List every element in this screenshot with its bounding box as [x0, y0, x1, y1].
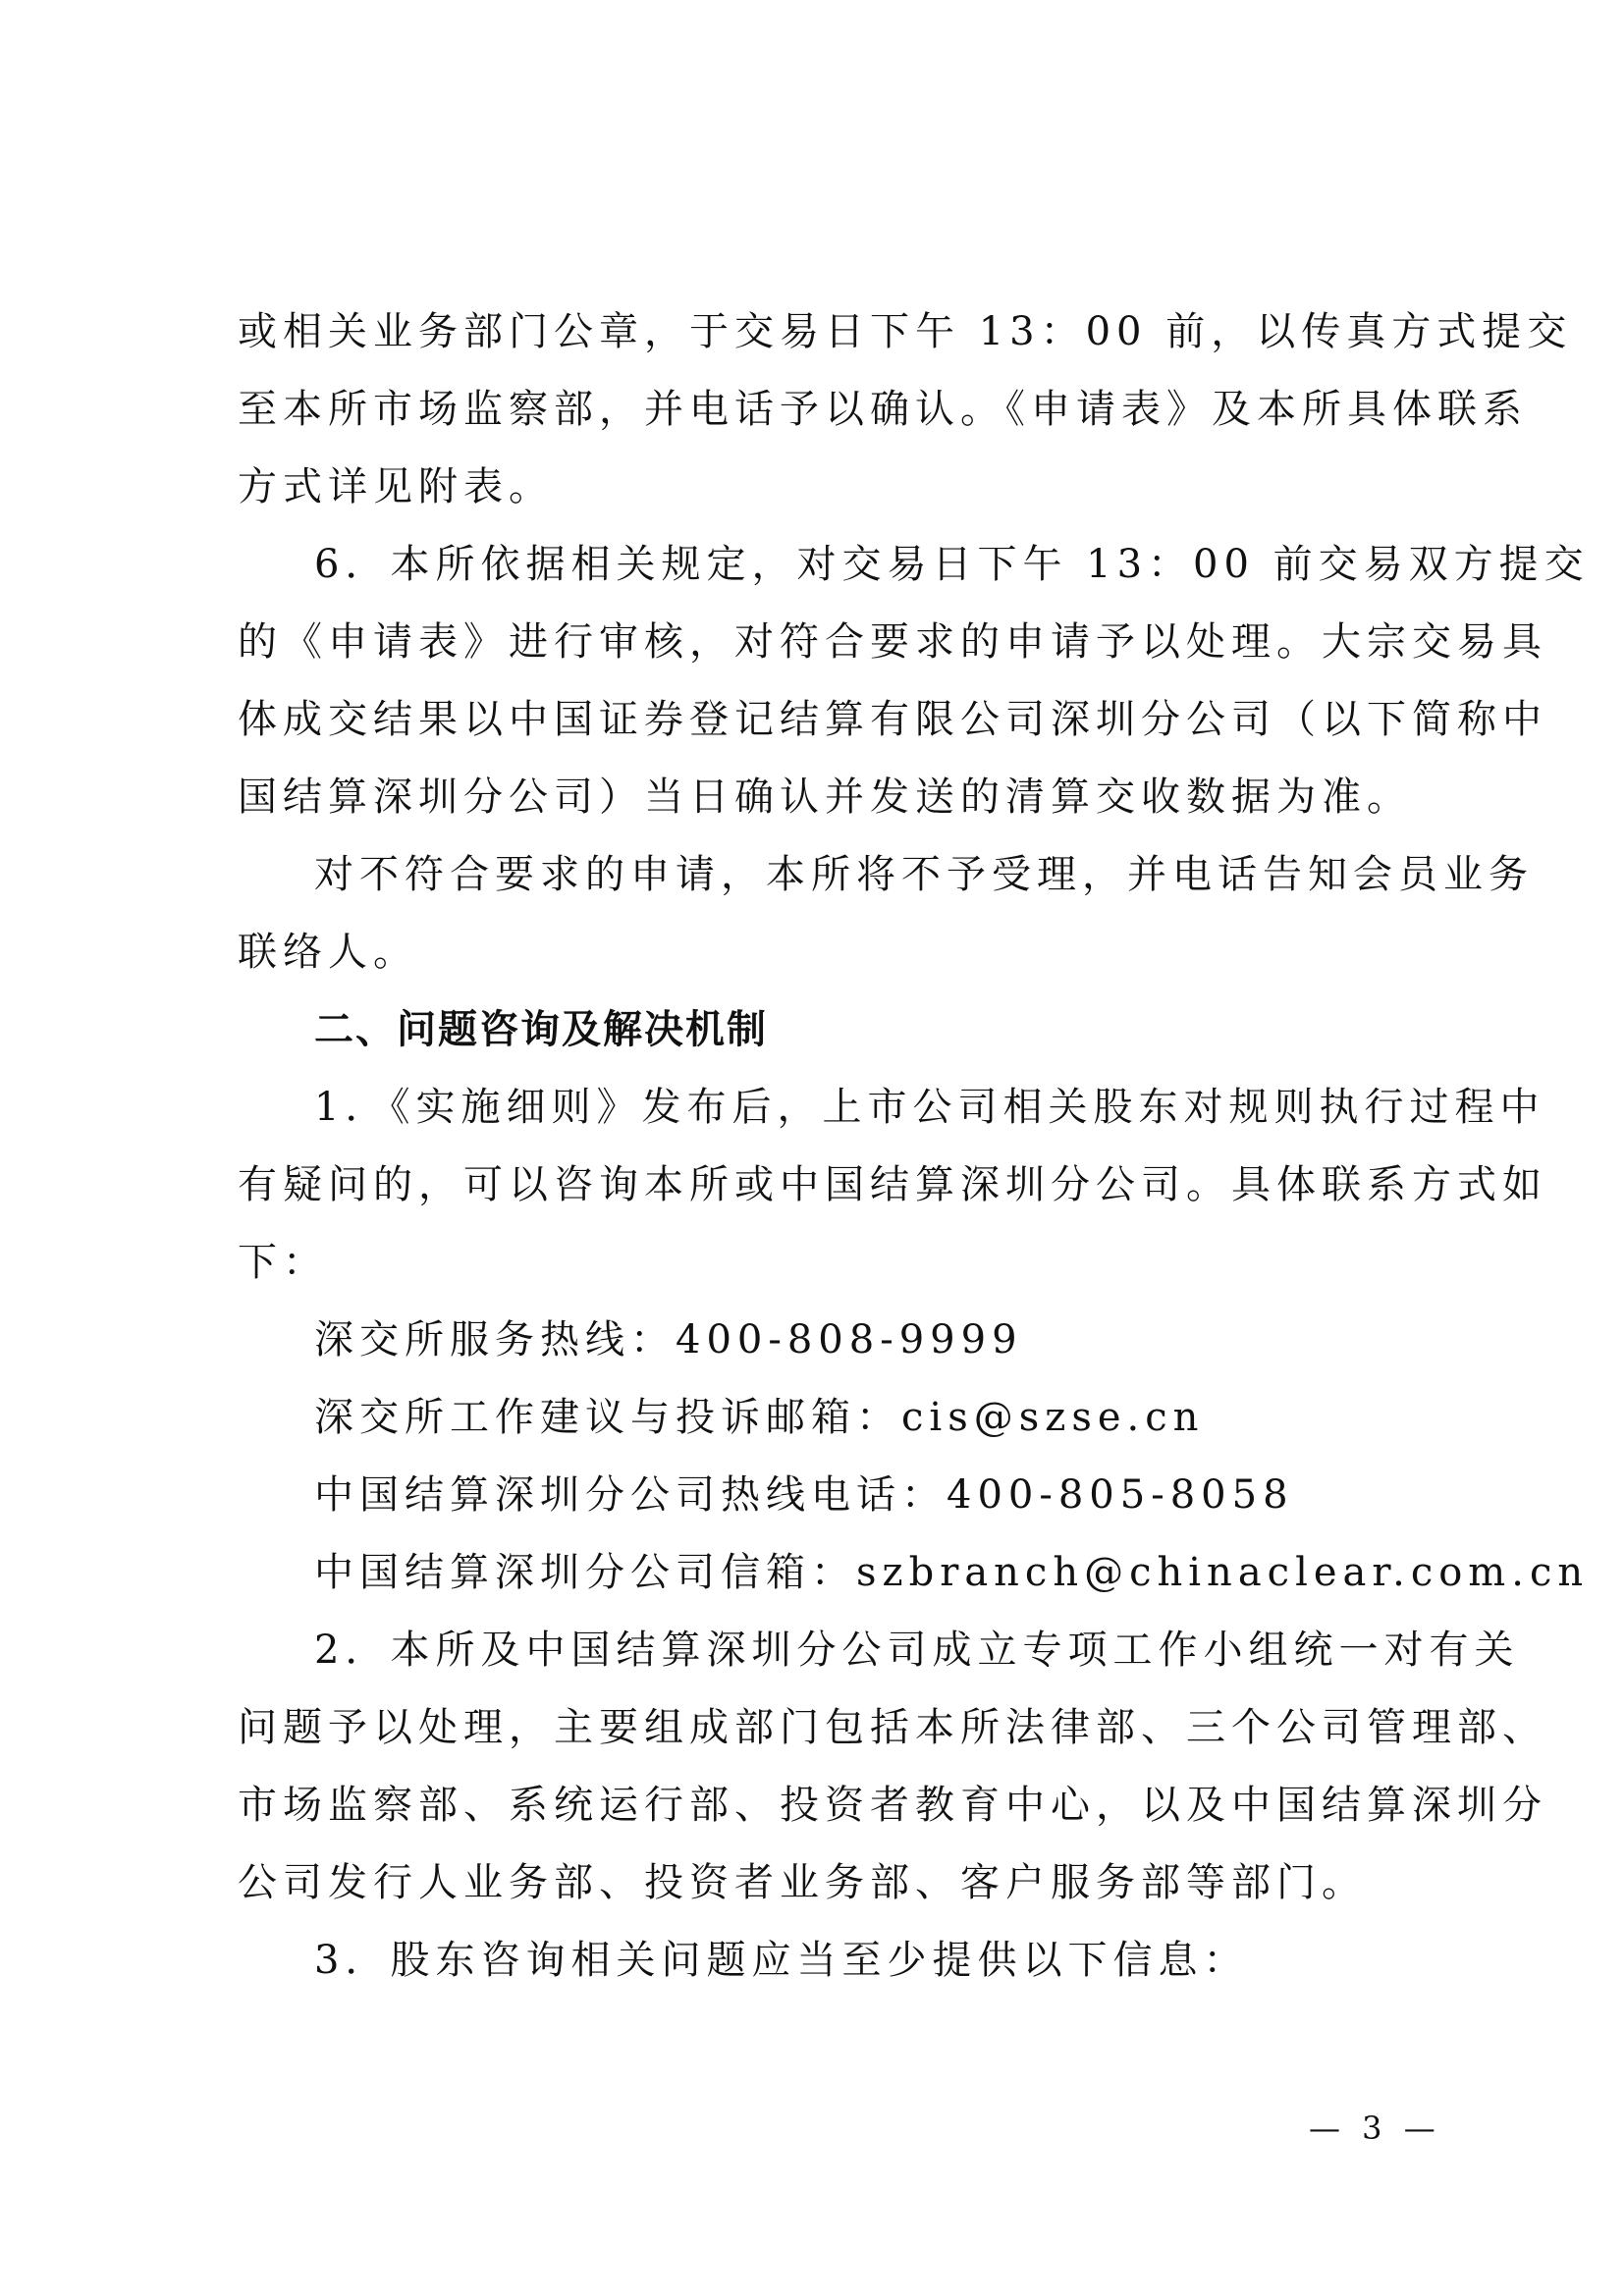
- body-text-line: 6．本所依据相关规定，对交易日下午 13：00 前交易双方提交: [314, 542, 1590, 587]
- contact-hotline: 深交所服务热线：400-808-9999: [314, 1317, 1023, 1362]
- body-text-line: 3．股东咨询相关问题应当至少提供以下信息：: [314, 1938, 1249, 1983]
- body-text-line: 市场监察部、系统运行部、投资者教育中心，以及中国结算深圳分: [238, 1783, 1547, 1828]
- body-text-line: 公司发行人业务部、投资者业务部、客户服务部等部门。: [238, 1860, 1367, 1905]
- body-text-line: 至本所市场监察部，并电话予以确认。《申请表》及本所具体联系: [238, 387, 1528, 432]
- body-text-line: 下：: [238, 1240, 328, 1285]
- body-text-line: 联络人。: [238, 930, 418, 975]
- body-text-line: 问题予以处理，主要组成部门包括本所法律部、三个公司管理部、: [238, 1705, 1547, 1750]
- contact-email: 深交所工作建议与投诉邮箱：cis@szse.cn: [314, 1395, 1205, 1440]
- section-heading: 二、问题咨询及解决机制: [314, 1007, 768, 1052]
- contact-email: 中国结算深圳分公司信箱：szbranch@chinaclear.com.cn: [314, 1550, 1590, 1595]
- body-text-line: 有疑问的，可以咨询本所或中国结算深圳分公司。具体联系方式如: [238, 1162, 1547, 1207]
- body-text-line: 或相关业务部门公章，于交易日下午 13：00 前，以传真方式提交: [238, 309, 1573, 354]
- body-text-line: 对不符合要求的申请，本所将不予受理，并电话告知会员业务: [314, 852, 1534, 897]
- body-text-line: 2．本所及中国结算深圳分公司成立专项工作小组统一对有关: [314, 1628, 1520, 1673]
- body-text-line: 的《申请表》进行审核，对符合要求的申请予以处理。大宗交易具: [238, 619, 1547, 665]
- body-text-line: 方式详见附表。: [238, 464, 554, 509]
- body-text-line: 国结算深圳分公司）当日确认并发送的清算交收数据为准。: [238, 774, 1412, 820]
- page-number: — 3 —: [1309, 2109, 1441, 2147]
- body-text-line: 体成交结果以中国证券登记结算有限公司深圳分公司（以下简称中: [238, 697, 1547, 742]
- body-text-line: 1．《实施细则》发布后，上市公司相关股东对规则执行过程中: [314, 1085, 1545, 1130]
- contact-hotline: 中国结算深圳分公司热线电话：400-805-8058: [314, 1472, 1294, 1518]
